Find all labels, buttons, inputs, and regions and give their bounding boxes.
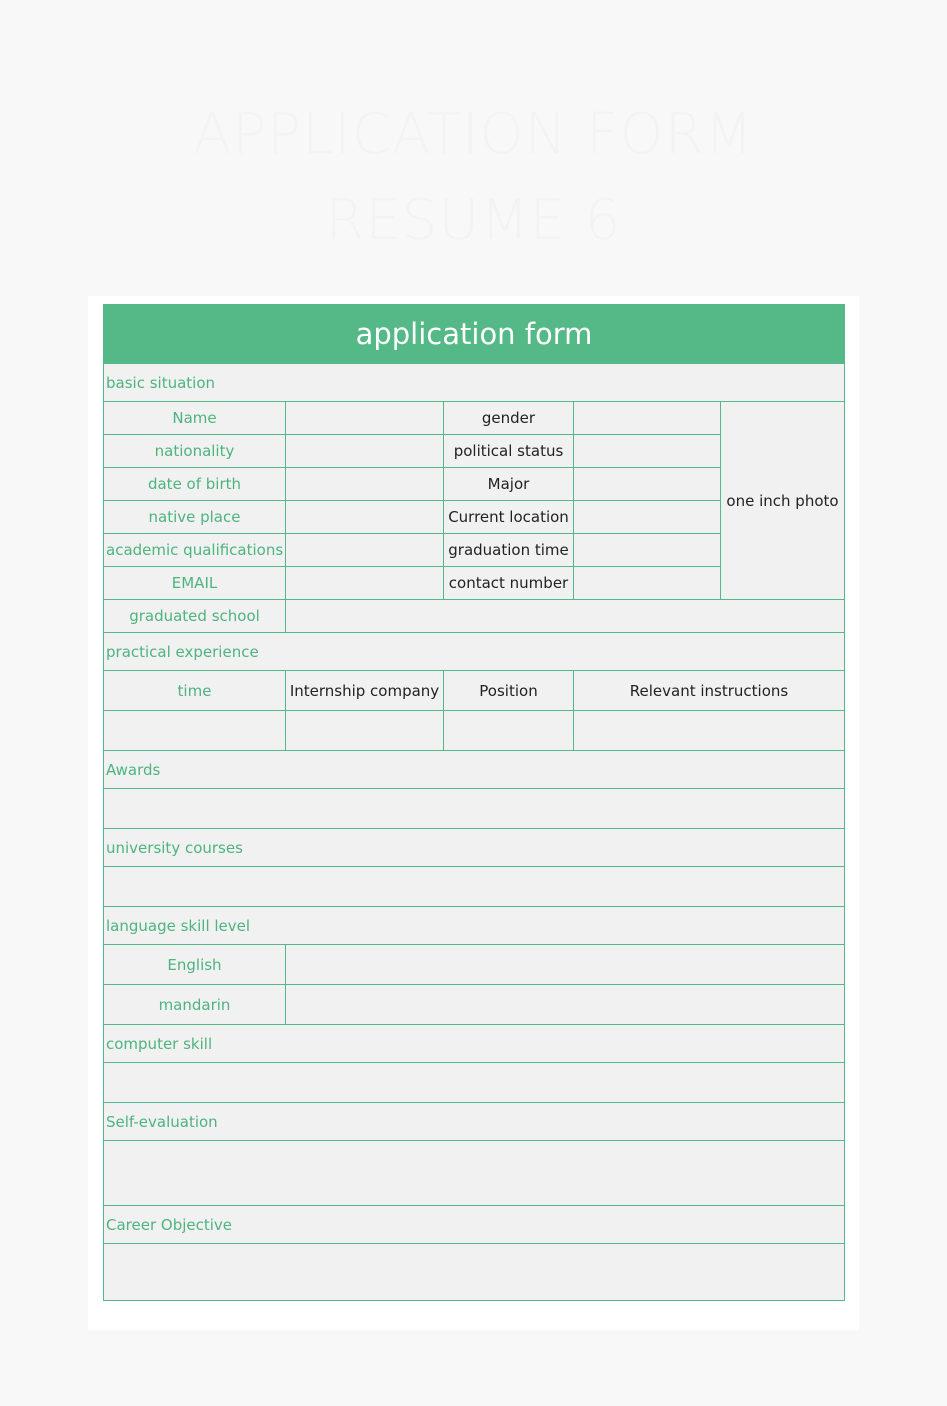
col-internship-company: Internship company [286, 671, 444, 711]
field-career-objective[interactable] [104, 1244, 845, 1301]
col-time: time [104, 671, 286, 711]
label-political-status: political status [444, 435, 574, 468]
col-position: Position [444, 671, 574, 711]
label-date-of-birth: date of birth [104, 468, 286, 501]
field-major[interactable] [574, 468, 721, 501]
section-computer-skill: computer skill [104, 1025, 845, 1063]
section-career-objective: Career Objective [104, 1206, 845, 1244]
field-political-status[interactable] [574, 435, 721, 468]
label-native-place: native place [104, 501, 286, 534]
field-english[interactable] [286, 945, 845, 985]
field-nationality[interactable] [286, 435, 444, 468]
section-university-courses: university courses [104, 829, 845, 867]
field-experience-instructions[interactable] [574, 711, 845, 751]
label-graduated-school: graduated school [104, 600, 286, 633]
section-self-evaluation: Self-evaluation [104, 1103, 845, 1141]
field-computer-skill[interactable] [104, 1063, 845, 1103]
field-current-location[interactable] [574, 501, 721, 534]
label-major: Major [444, 468, 574, 501]
field-contact-number[interactable] [574, 567, 721, 600]
field-experience-position[interactable] [444, 711, 574, 751]
field-mandarin[interactable] [286, 985, 845, 1025]
application-form-table [103, 304, 845, 1301]
field-academic-qualifications[interactable] [286, 534, 444, 567]
field-graduated-school[interactable] [286, 600, 845, 633]
col-relevant-instructions: Relevant instructions [574, 671, 845, 711]
field-awards[interactable] [104, 789, 845, 829]
label-nationality: nationality [104, 435, 286, 468]
field-name[interactable] [286, 402, 444, 435]
field-native-place[interactable] [286, 501, 444, 534]
field-experience-company[interactable] [286, 711, 444, 751]
field-graduation-time[interactable] [574, 534, 721, 567]
page-title: APPLICATION FORM RESUME 6 [193, 102, 754, 253]
label-gender: gender [444, 402, 574, 435]
label-mandarin: mandarin [104, 985, 286, 1025]
field-gender[interactable] [574, 402, 721, 435]
section-language-skill-level: language skill level [104, 907, 845, 945]
field-self-evaluation[interactable] [104, 1141, 845, 1206]
section-awards: Awards [104, 751, 845, 789]
label-email: EMAIL [104, 567, 286, 600]
field-email[interactable] [286, 567, 444, 600]
field-university-courses[interactable] [104, 867, 845, 907]
field-date-of-birth[interactable] [286, 468, 444, 501]
label-name: Name [104, 402, 286, 435]
field-experience-time[interactable] [104, 711, 286, 751]
section-practical-experience: practical experience [104, 633, 845, 671]
label-english: English [104, 945, 286, 985]
label-contact-number: contact number [444, 567, 574, 600]
form-title: application form [104, 305, 845, 364]
label-academic-qualifications: academic qualifications [104, 534, 286, 567]
photo-box[interactable]: one inch photo [721, 402, 845, 600]
label-current-location: Current location [444, 501, 574, 534]
section-basic-situation: basic situation [104, 364, 845, 402]
label-graduation-time: graduation time [444, 534, 574, 567]
